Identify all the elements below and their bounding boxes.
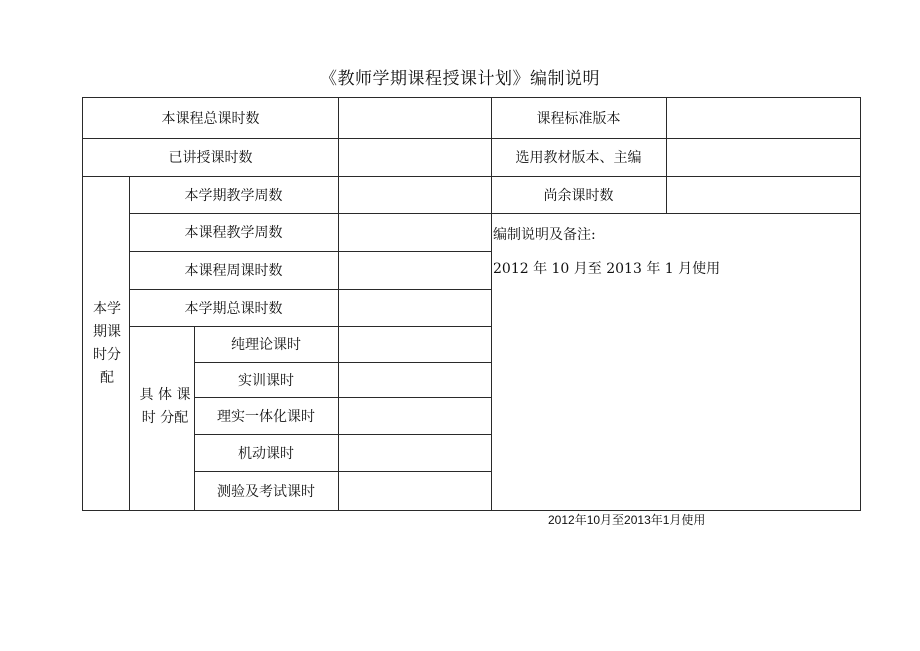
semester-total-hours-label: 本学期总课时数 [184,300,283,317]
notes-label: 编制说明及备注: [493,227,596,243]
theory-hours-label: 纯理论课时 [231,337,301,353]
flexible-hours-label: 机动课时 [238,445,294,462]
exam-hours-label: 测验及考试课时 [217,483,315,500]
practical-hours-label: 实训课时 [238,372,294,389]
integrated-hours-label: 理实一体化课时 [217,408,315,425]
taught-hours-label: 已讲授课时数 [168,150,253,166]
total-hours-label: 本课程总课时数 [161,111,260,127]
remaining-hours-label: 尚余课时数 [543,187,614,204]
table-rule [666,98,667,213]
teaching-plan-table [82,97,861,511]
semester-allocation-label: 本学期课时分配 [93,301,121,386]
course-weeks-label: 本课程教学周数 [184,225,283,241]
table-rule [338,98,339,510]
semester-weeks-label: 本学期教学周数 [184,187,283,204]
textbook-version-label: 选用教材版本、主编 [515,150,642,166]
notes-text: 2012 年 10 月至 2013 年 1 月使用 [493,261,721,277]
weekly-hours-label: 本课程周课时数 [184,263,283,279]
usage-period-footer: 2012年10月至2013年1月使用 [548,513,706,527]
standard-version-label: 课程标准版本 [536,111,621,127]
specific-allocation-label: 具 体 课 时 分配 [139,387,191,426]
document-title: 《教师学期课程授课计划》编制说明 [320,69,600,89]
